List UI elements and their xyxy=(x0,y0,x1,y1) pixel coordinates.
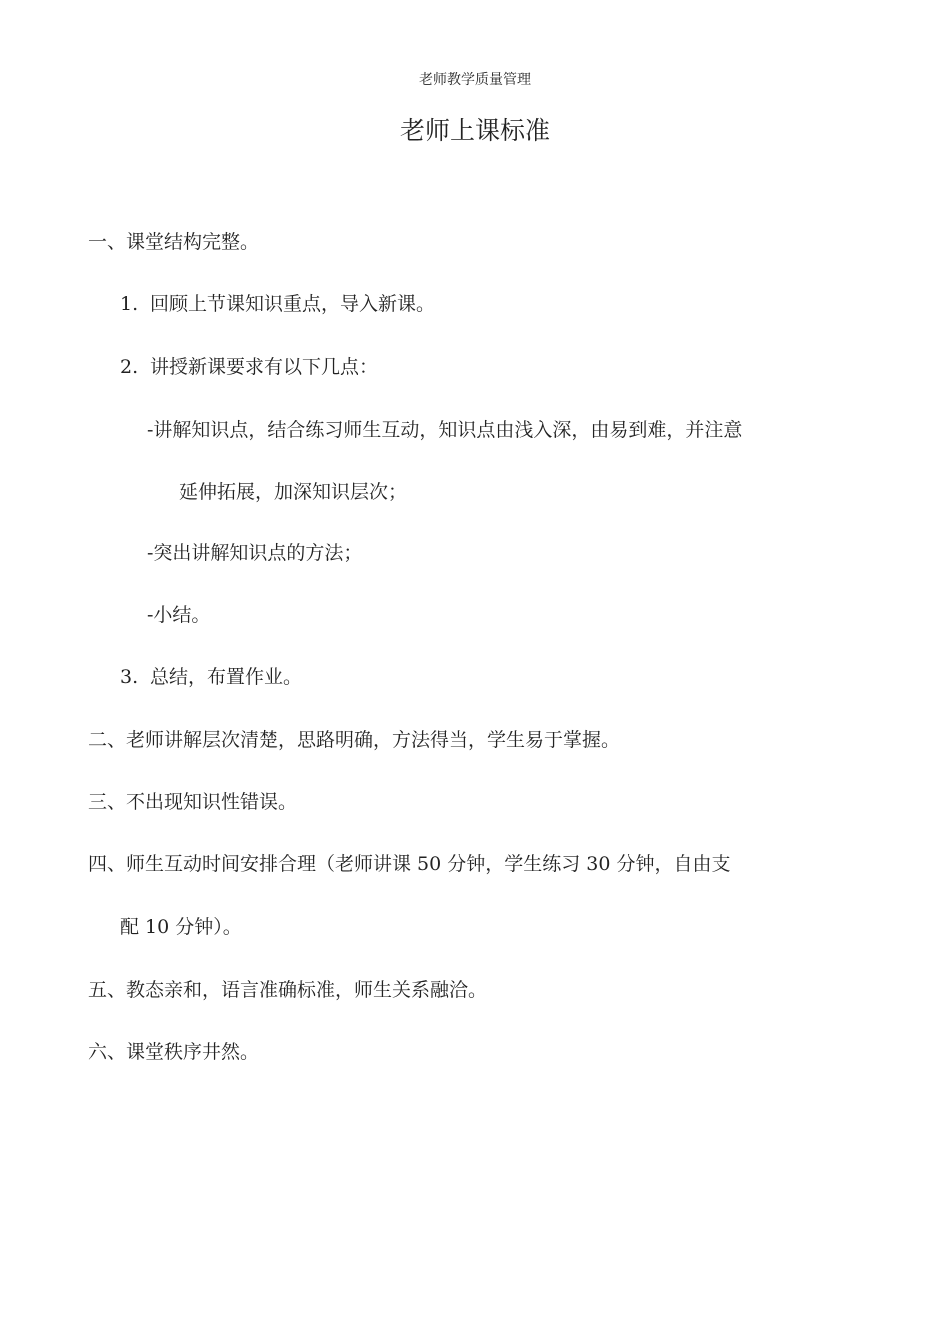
item-text: 总结，布置作业。 xyxy=(150,666,303,688)
section-1-item-2 xyxy=(120,354,378,380)
section-1-item-1 xyxy=(120,291,435,317)
section-5: 五、教态亲和，语言准确标准，师生关系融洽。 xyxy=(88,979,488,1001)
item-number: 1. xyxy=(120,293,139,315)
item-number: 3. xyxy=(120,666,139,688)
item-number: 2. xyxy=(120,356,139,378)
document-title: 老师上课标准 xyxy=(399,116,550,145)
sub-point-b: -突出讲解知识点的方法； xyxy=(147,542,363,564)
item-text: 回顾上节课知识重点，导入新课。 xyxy=(150,293,436,315)
page-header-title: 老师教学质量管理 xyxy=(419,72,531,88)
sub-point-a-line-2: 延伸拓展，加深知识层次； xyxy=(179,481,408,503)
sub-point-c: -小结。 xyxy=(147,604,211,626)
section-1-heading: 一、课堂结构完整。 xyxy=(88,231,260,253)
section-1-item-3 xyxy=(120,664,302,690)
section-4-line-2: 配 10 分钟）。 xyxy=(120,916,242,938)
sub-point-a-line-1: -讲解知识点，结合练习师生互动，知识点由浅入深，由易到难，并注意 xyxy=(147,419,743,441)
section-6: 六、课堂秩序井然。 xyxy=(88,1041,260,1063)
section-2: 二、老师讲解层次清楚，思路明确，方法得当，学生易于掌握。 xyxy=(88,729,621,751)
section-3: 三、不出现知识性错误。 xyxy=(88,791,298,813)
item-text: 讲授新课要求有以下几点： xyxy=(150,356,379,378)
section-4-line-1: 四、师生互动时间安排合理（老师讲课 50 分钟，学生练习 30 分钟，自由支 xyxy=(88,853,731,875)
